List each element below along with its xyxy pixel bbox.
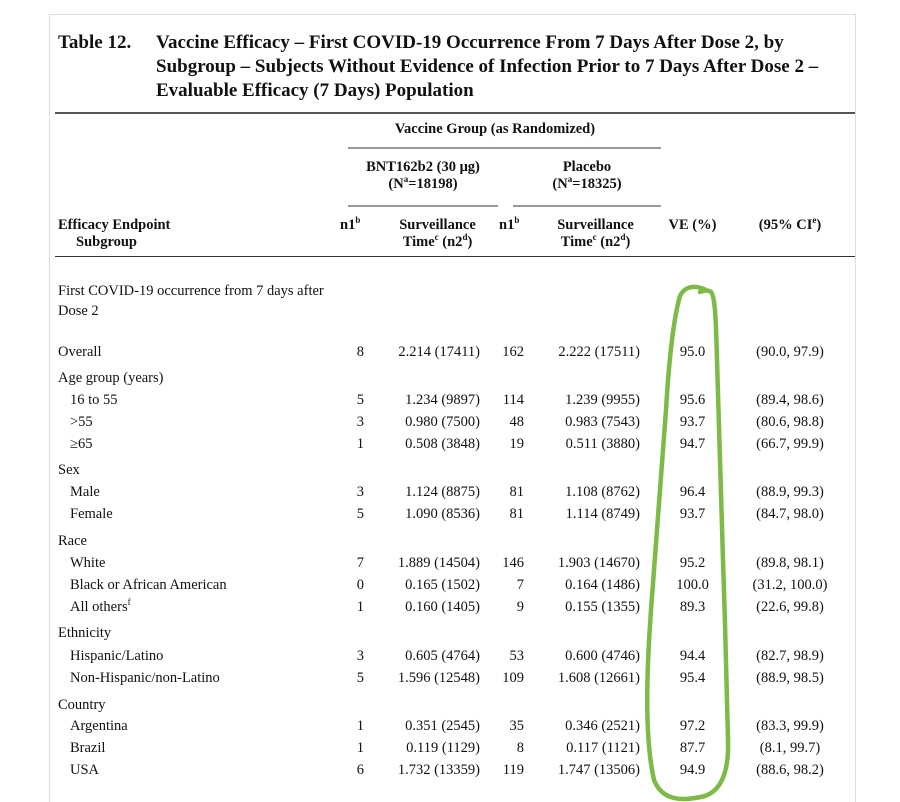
row-label: Female bbox=[70, 506, 113, 522]
surveillance-placebo: 0.164 (1486) bbox=[565, 577, 640, 593]
vaccine-group-header: Vaccine Group (as Randomized) bbox=[394, 121, 596, 137]
placebo-name: Placebo bbox=[562, 159, 612, 175]
category-label: Sex bbox=[58, 462, 80, 478]
n1-vaccine: 5 bbox=[356, 392, 364, 408]
table-number: Table 12. bbox=[58, 32, 132, 53]
surveillance-vaccine: 2.214 (17411) bbox=[398, 344, 480, 360]
ci-value: (66.7, 99.9) bbox=[756, 436, 824, 452]
bnt-name: BNT162b2 (30 μg) bbox=[366, 159, 480, 175]
n1-vaccine: 5 bbox=[356, 670, 364, 686]
surveillance-vaccine: 0.165 (1502) bbox=[405, 577, 480, 593]
surveillance-vaccine: 0.119 (1129) bbox=[406, 740, 480, 756]
category-label: Country bbox=[58, 697, 106, 713]
n1-placebo: 81 bbox=[509, 484, 524, 500]
n1-vaccine: 1 bbox=[356, 740, 364, 756]
surveillance-vaccine: 0.980 (7500) bbox=[405, 414, 480, 430]
ve-value: 89.3 bbox=[679, 599, 706, 615]
surveillance-vaccine: 1.732 (13359) bbox=[397, 762, 480, 778]
surveillance-placebo: 1.114 (8749) bbox=[565, 506, 640, 522]
row-label: White bbox=[70, 555, 106, 571]
category-label: Age group (years) bbox=[58, 370, 164, 386]
n1-placebo: 119 bbox=[502, 762, 524, 778]
surveillance-placebo: 1.239 (9955) bbox=[565, 392, 640, 408]
table-title-text: Vaccine Efficacy – First COVID-19 Occurrence From 7 Days After Dose 2, by Subgroup – Subjects Without Evidence of Infection Prior to 7 Days After Dose 2 – Evaluable Efficacy (7 Days) Population bbox=[156, 32, 819, 101]
ci-value: (31.2, 100.0) bbox=[752, 577, 828, 593]
surveillance-vaccine: 0.160 (1405) bbox=[405, 599, 480, 615]
ci-value: (83.3, 99.9) bbox=[756, 718, 824, 734]
category-label: Ethnicity bbox=[58, 625, 112, 641]
ve-value: 97.2 bbox=[679, 718, 706, 734]
surveillance-vaccine: 1.124 (8875) bbox=[405, 484, 480, 500]
ci-value: (82.7, 98.9) bbox=[756, 648, 824, 664]
surveillance-placebo: 0.117 (1121) bbox=[566, 740, 640, 756]
row-label: Overall bbox=[58, 344, 102, 360]
surveillance-vaccine: 0.508 (3848) bbox=[405, 436, 480, 452]
ci-value: (88.9, 99.3) bbox=[756, 484, 824, 500]
row-label: Male bbox=[70, 484, 100, 500]
surveillance-vaccine: 1.889 (14504) bbox=[397, 555, 480, 571]
surveillance-placebo: 0.511 (3880) bbox=[565, 436, 640, 452]
bnt-n: $(N^a=18198)$ bbox=[388, 174, 458, 192]
surv-vac-header: Surveillance Time$^c$ (n2$^d$) bbox=[399, 217, 476, 250]
section-caption: First COVID-19 occurrence from 7 days after Dose 2 bbox=[58, 283, 324, 319]
ci-header: (95% CIe) bbox=[758, 215, 822, 233]
ve-value: 93.7 bbox=[679, 414, 706, 430]
n1-placebo: 9 bbox=[516, 599, 524, 615]
n1-placebo: 162 bbox=[502, 344, 524, 360]
ci-value: (89.4, 98.6) bbox=[756, 392, 824, 408]
surveillance-placebo: 0.155 (1355) bbox=[565, 599, 640, 615]
n1-placebo: 114 bbox=[502, 392, 524, 408]
ve-value: 87.7 bbox=[679, 740, 706, 756]
n1-placebo: 8 bbox=[516, 740, 524, 756]
category-label: Race bbox=[58, 533, 87, 549]
row-label: 16 to 55 bbox=[70, 392, 118, 408]
row-label: Non-Hispanic/non-Latino bbox=[70, 670, 220, 686]
surveillance-placebo: 0.983 (7543) bbox=[565, 414, 640, 430]
ci-value: (8.1, 99.7) bbox=[759, 740, 821, 756]
n1-vaccine: 3 bbox=[356, 648, 364, 664]
placebo-n: $(N^a=18325)$ bbox=[552, 174, 622, 192]
ve-value: 100.0 bbox=[676, 577, 709, 593]
row-label: ≥65 bbox=[70, 436, 93, 452]
surveillance-placebo: 0.346 (2521) bbox=[565, 718, 640, 734]
n1-placebo: 81 bbox=[509, 506, 524, 522]
surveillance-placebo: 1.747 (13506) bbox=[557, 762, 640, 778]
n1-vaccine: 6 bbox=[356, 762, 364, 778]
row-label: Hispanic/Latino bbox=[70, 648, 164, 664]
ve-value: 95.6 bbox=[679, 392, 706, 408]
endpoint-header: Efficacy Endpoint Subgroup bbox=[58, 217, 171, 250]
ci-value: (80.6, 98.8) bbox=[756, 414, 824, 430]
surveillance-placebo: 1.903 (14670) bbox=[557, 555, 640, 571]
n1-placebo: 48 bbox=[509, 414, 524, 430]
ve-value: 94.7 bbox=[679, 436, 706, 452]
n1-vaccine: 1 bbox=[356, 436, 364, 452]
n1-vaccine: 5 bbox=[356, 506, 364, 522]
n1-vaccine: 1 bbox=[356, 718, 364, 734]
n1-placebo: 146 bbox=[502, 555, 524, 571]
ve-value: 96.4 bbox=[679, 484, 706, 500]
n1-vaccine: 8 bbox=[356, 344, 364, 360]
highlight-circle bbox=[647, 287, 728, 799]
surveillance-placebo: 1.608 (12661) bbox=[557, 670, 640, 686]
row-label: USA bbox=[70, 762, 100, 778]
ci-value: (89.8, 98.1) bbox=[756, 555, 824, 571]
surv-pla-header: Surveillance Time$^c$ (n2$^d$) bbox=[557, 217, 634, 250]
ve-value: 95.4 bbox=[679, 670, 706, 686]
n1-placebo: 53 bbox=[509, 648, 524, 664]
surveillance-placebo: 1.108 (8762) bbox=[565, 484, 640, 500]
row-label: Black or African American bbox=[70, 577, 227, 593]
n1-vaccine: 0 bbox=[356, 577, 364, 593]
ci-value: (88.6, 98.2) bbox=[756, 762, 824, 778]
n1-placebo: 109 bbox=[502, 670, 524, 686]
n1-vac-header: n1$^b$ bbox=[340, 215, 361, 233]
surveillance-placebo: 0.600 (4746) bbox=[565, 648, 640, 664]
ve-value: 95.0 bbox=[679, 344, 706, 360]
row-label: All others$^f$ bbox=[70, 597, 131, 615]
n1-vaccine: 3 bbox=[356, 484, 364, 500]
ve-value: 93.7 bbox=[679, 506, 706, 522]
surveillance-vaccine: 0.351 (2545) bbox=[405, 718, 480, 734]
row-label: Brazil bbox=[70, 740, 106, 756]
n1-vaccine: 1 bbox=[356, 599, 364, 615]
ci-value: (22.6, 99.8) bbox=[756, 599, 824, 615]
ve-value: 94.9 bbox=[679, 762, 706, 778]
ci-value: (84.7, 98.0) bbox=[756, 506, 824, 522]
n1-placebo: 7 bbox=[516, 577, 524, 593]
n1-vaccine: 3 bbox=[356, 414, 364, 430]
surveillance-vaccine: 1.090 (8536) bbox=[405, 506, 480, 522]
ci-value: (88.9, 98.5) bbox=[756, 670, 824, 686]
ve-header: VE (%) bbox=[668, 217, 717, 233]
surveillance-vaccine: 0.605 (4764) bbox=[405, 648, 480, 664]
surveillance-placebo: 2.222 (17511) bbox=[558, 344, 640, 360]
surveillance-vaccine: 1.234 (9897) bbox=[405, 392, 480, 408]
n1-placebo: 19 bbox=[509, 436, 524, 452]
surveillance-vaccine: 1.596 (12548) bbox=[397, 670, 480, 686]
n1-vaccine: 7 bbox=[356, 555, 364, 571]
ve-value: 95.2 bbox=[679, 555, 706, 571]
n1-pla-header: n1$^b$ bbox=[499, 215, 520, 233]
n1-placebo: 35 bbox=[509, 718, 524, 734]
ci-value: (90.0, 97.9) bbox=[756, 344, 824, 360]
row-label: Argentina bbox=[70, 718, 128, 734]
ve-value: 94.4 bbox=[679, 648, 706, 664]
row-label: >55 bbox=[70, 414, 93, 430]
